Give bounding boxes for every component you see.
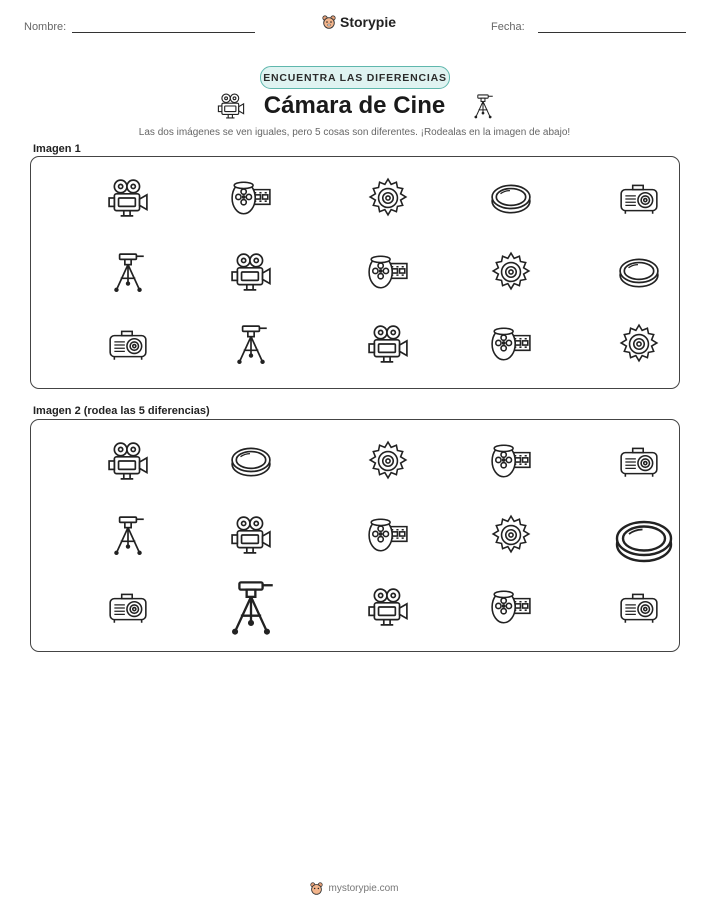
- movie-camera-icon[interactable]: [221, 510, 281, 560]
- activity-badge: ENCUENTRA LAS DIFERENCIAS: [260, 66, 450, 89]
- tripod-icon: [98, 247, 158, 297]
- image1-label: Imagen 1: [33, 143, 81, 155]
- footer: [0, 882, 709, 895]
- gear-icon: [358, 173, 418, 223]
- projector-icon[interactable]: [609, 436, 669, 486]
- bear-icon: [322, 15, 336, 29]
- date-label: Fecha:: [491, 21, 525, 33]
- title-tripod-icon: [470, 91, 496, 126]
- gear-icon: [481, 247, 541, 297]
- film-reel-icon[interactable]: [358, 510, 418, 560]
- movie-camera-icon: [358, 319, 418, 369]
- bear-icon: [310, 882, 323, 895]
- lens-icon: [481, 173, 541, 223]
- footer-url[interactable]: mystorypie.com: [328, 883, 399, 894]
- image2-label: Imagen 2 (rodea las 5 diferencias): [33, 405, 210, 417]
- gear-icon[interactable]: [358, 436, 418, 486]
- lens-icon[interactable]: [221, 436, 281, 486]
- projector-icon[interactable]: [98, 582, 158, 632]
- tripod-icon: [221, 319, 281, 369]
- page-title: Cámara de Cine: [263, 92, 446, 119]
- instructions: Las dos imágenes se ven iguales, pero 5 cosas son diferentes. ¡Rodealas en la imagen de abajo!: [138, 127, 571, 138]
- lens-icon: [609, 247, 669, 297]
- brand-name: Storypie: [340, 14, 397, 30]
- film-reel-icon: [358, 247, 418, 297]
- projector-icon: [609, 173, 669, 223]
- gear-icon[interactable]: [481, 510, 541, 560]
- movie-camera-icon: [221, 247, 281, 297]
- brand-logo: [322, 14, 396, 30]
- film-reel-icon: [221, 173, 281, 223]
- date-line[interactable]: [538, 32, 686, 33]
- movie-camera-icon: [98, 173, 158, 223]
- gear-icon: [609, 319, 669, 369]
- film-reel-icon: [481, 319, 541, 369]
- film-reel-icon[interactable]: [481, 436, 541, 486]
- lens-icon[interactable]: [609, 510, 679, 570]
- name-label: Nombre:: [24, 21, 67, 33]
- movie-camera-icon[interactable]: [98, 436, 158, 486]
- image2-panel[interactable]: [30, 419, 680, 652]
- title-movie-camera-icon: [216, 92, 246, 125]
- image1-panel: [30, 156, 680, 389]
- tripod-icon[interactable]: [98, 510, 158, 560]
- movie-camera-icon[interactable]: [358, 582, 418, 632]
- projector-icon[interactable]: [609, 582, 669, 632]
- name-line[interactable]: [72, 32, 255, 33]
- film-reel-icon[interactable]: [481, 582, 541, 632]
- tripod-icon[interactable]: [221, 574, 281, 640]
- projector-icon: [98, 319, 158, 369]
